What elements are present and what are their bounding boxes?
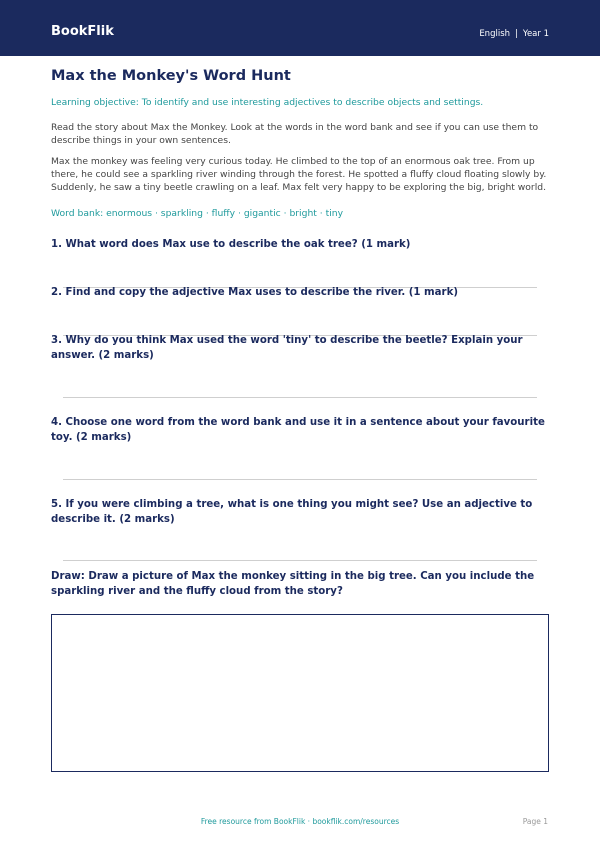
drawing-box[interactable]	[51, 614, 549, 772]
worksheet-title: Max the Monkey's Word Hunt	[51, 68, 291, 84]
subject-label: English	[479, 29, 511, 39]
story-text: Max the monkey was feeling very curious today. He climbed to the top of an enormous oak tree. From up there, he could see a sparkling river winding through the forest. He spotted a fluffy cloud floating slowly by. Suddenly, he saw a tiny beetle crawling on a leaf. Max felt very happy to be exploring the big, bright world.	[51, 156, 547, 193]
question-1: 1. What word does Max use to describe the oak tree? (1 mark)	[51, 239, 411, 250]
learning-objective: Learning objective: To identify and use interesting adjectives to describe objects and settings.	[51, 97, 484, 108]
footer-credit[interactable]: Free resource from BookFlik · bookflik.com/resources	[200, 817, 400, 826]
answer-line-4[interactable]	[63, 479, 537, 480]
word-bank: Word bank: enormous · sparkling · fluffy · gigantic · bright · tiny	[51, 208, 344, 219]
question-5: 5. If you were climbing a tree, what is one thing you might see? Use an adjective to describe it. (2 marks)	[51, 499, 533, 525]
page-number: Page 1	[522, 817, 548, 826]
question-4: 4. Choose one word from the word bank and use it in a sentence about your favourite toy. (2 marks)	[51, 417, 545, 443]
question-3: 3. Why do you think Max used the word 'tiny' to describe the beetle? Explain your answer. (2 marks)	[51, 335, 523, 361]
answer-line-3[interactable]	[63, 397, 537, 398]
header-meta	[479, 28, 549, 40]
instructions-text: Read the story about Max the Monkey. Look at the words in the word bank and see if you can use them to describe things in your own sentences.	[51, 122, 539, 146]
page-header	[0, 0, 600, 56]
answer-line-5[interactable]	[63, 560, 537, 561]
draw-prompt: Draw: Draw a picture of Max the monkey sitting in the big tree. Can you include the sparkling river and the fluffy cloud from the story?	[51, 571, 535, 597]
year-label: Year 1	[522, 29, 549, 39]
header-separator: |	[515, 29, 518, 39]
brand-logo: BookFlik	[51, 24, 114, 39]
question-2: 2. Find and copy the adjective Max uses to describe the river. (1 mark)	[51, 287, 458, 298]
